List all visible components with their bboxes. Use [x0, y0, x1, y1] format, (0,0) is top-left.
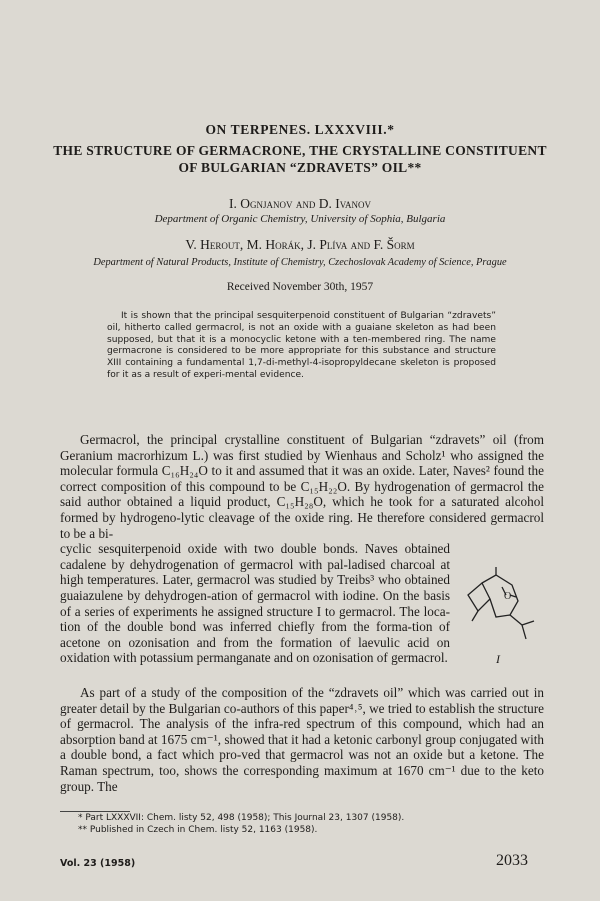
abstract-text: It is shown that the principal sesquiterpenoid constituent of Bulgarian “zdravets” oil, hitherto called germacrol, is not an oxide with a guaiane skeleton as had been supposed, but that it is a monocyclic ketone with a ten-membered ring. The name germacrone is considered to be more appropriate for this substance and structure XIII containing a fundamental 1,7-di-methyl-4-isopropyldecane skeleton is proposed for it as a result of experi-mental evidence.	[107, 311, 496, 380]
abstract	[107, 311, 496, 382]
authors-group-1: I. Ognjanov and D. Ivanov	[228, 196, 372, 211]
body-paragraph-2	[60, 685, 544, 794]
paragraph-2-text: As part of a study of the composition of the “zdravets oil” which was carried out in greater detail by the Bulgarian co-authors of this paper⁴˒⁵, we tried to establish the structure of germacrol. The analysis of the infra-red spectrum of this compound, which had an absorption band at 1675 cm⁻¹, showed that it had a ketonic carbonyl group conjugated with a double bond, a fact which pro-ved that germacrol was not an oxide but a ketone. The Raman spectrum, too, shows the corresponding maximum at 1670 cm⁻¹ due to the keto group. The	[60, 685, 544, 794]
oxygen-atom-label: O	[504, 591, 512, 602]
chemical-structure-diagram	[460, 565, 540, 645]
isopropylidene-methyl-2	[522, 625, 526, 639]
received-date: Received November 30th, 1957	[226, 281, 374, 293]
affiliation-1: Department of Organic Chemistry, University of Sophia, Bulgaria	[154, 213, 446, 225]
isopropylidene-methyl-1	[522, 621, 534, 625]
isopropylidene-bond	[510, 615, 522, 625]
ring-methyl-bond	[472, 611, 478, 621]
page-number: 2033	[496, 852, 528, 869]
affiliation-2: Department of Natural Products, Institute of Chemistry, Czechoslovak Academy of Science, Prague	[93, 257, 507, 268]
footnote-1: * Part LXXXVII: Chem. listy 52, 498 (1958); This Journal 23, 1307 (1958).	[78, 813, 405, 823]
article-title-line-1: THE STRUCTURE OF GERMACRONE, THE CRYSTALLINE CONSTITUENT	[53, 143, 547, 158]
series-title: ON TERPENES. LXXXVIII.*	[205, 122, 395, 137]
cyclopentane-ring	[468, 583, 490, 611]
paragraph-1-wrapped: cyclic sesquiterpenoid oxide with two double bonds. Naves obtained cadalene by dehydrogenation of germacrol with pal-ladised charcoal at high temperatures. Later, germacrol was studied by Treibs³ who obtained guaiazulene by dehydrogen-ation of germacrol with iodine. On the basis of a series of experiments he assigned structure I to germacrol. The loca-tion of the double bond was inferred chiefly from the forma-tion of acetone on ozonisation and from the formation of laevulic acid on oxidation with potassium permanganate and on ozonisation of germacrol.	[60, 541, 450, 666]
authors-group-2: V. Herout, M. Horák, J. Plíva and F. Šorm	[185, 237, 415, 252]
structure-label: I	[496, 652, 500, 666]
article-title-line-2: OF BULGARIAN “ZDRAVETS” OIL**	[178, 160, 422, 175]
footnotes	[60, 812, 544, 836]
article-title	[0, 142, 600, 176]
footnote-2: ** Published in Czech in Chem. listy 52, 1163 (1958).	[78, 825, 318, 835]
paragraph-1-full-width: Germacrol, the principal crystalline constituent of Bulgarian “zdravets” oil (from Geranium macrorhizum L.) was first studied by Wienhaus and Scholz¹ who assigned the molecular formula C₁₆H₂₄O to it and assumed that it was an oxide. Later, Naves² found the correct composition of this compound to be C₁₅H₂₂O. By hydrogenation of germacrol the said author obtained a liquid product, C₁₅H₂₈O, which he took for a saturated alcohol formed by hydrogeno-lytic cleavage of the oxide ring. He therefore considered germacrol to be a bi-	[60, 432, 544, 541]
volume-info: Vol. 23 (1958)	[60, 858, 136, 869]
